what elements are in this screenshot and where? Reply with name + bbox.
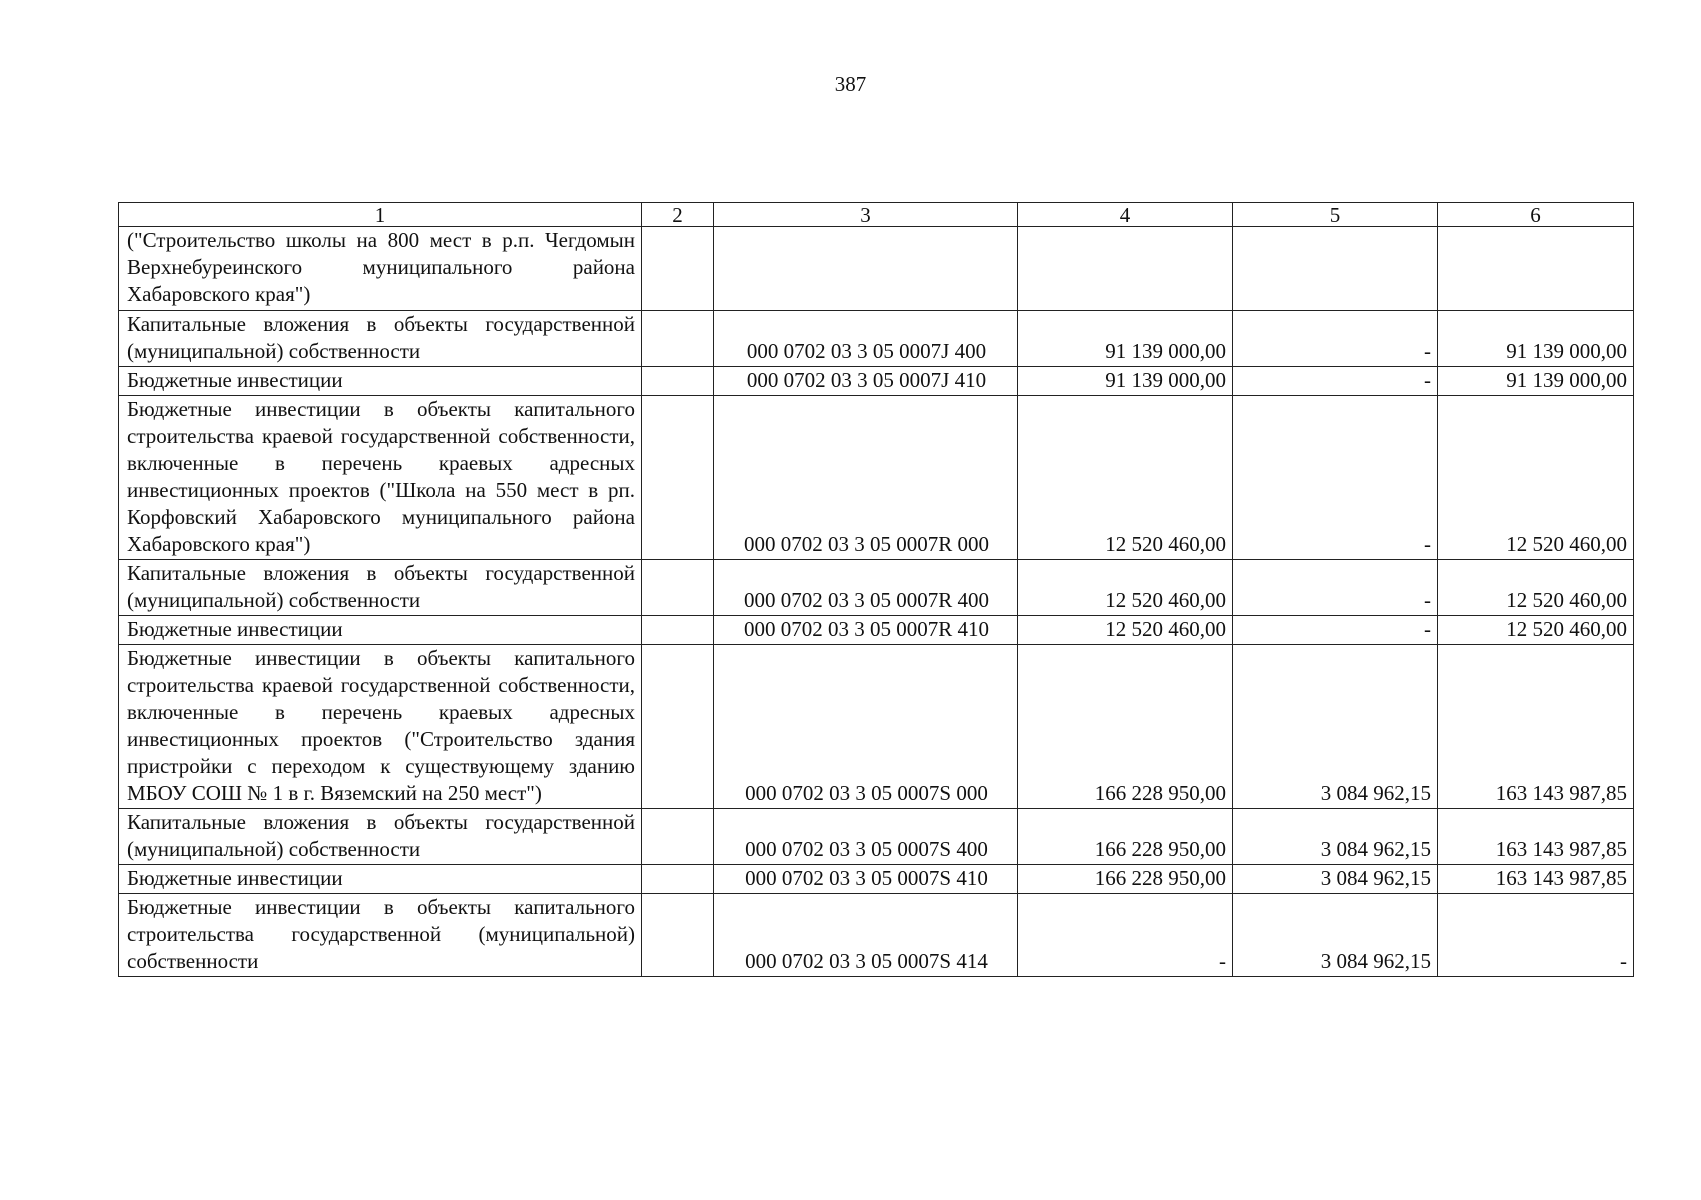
- table-row: [119, 560, 1634, 616]
- row-col2: [642, 367, 714, 396]
- row-code: 000 0702 03 3 05 0007R 410: [714, 616, 1018, 645]
- budget-table: [118, 202, 1634, 977]
- row-col6: 163 143 987,85: [1438, 809, 1634, 865]
- row-col2: [642, 311, 714, 367]
- row-col6: -: [1438, 894, 1634, 977]
- row-col5: [1233, 227, 1438, 311]
- header-col-5: 5: [1233, 203, 1438, 227]
- row-col5: 3 084 962,15: [1233, 645, 1438, 809]
- row-col6: 91 139 000,00: [1438, 367, 1634, 396]
- table-row: [119, 227, 1634, 311]
- row-code: 000 0702 03 3 05 0007J 400: [714, 311, 1018, 367]
- row-col6: [1438, 227, 1634, 311]
- row-col4: 166 228 950,00: [1018, 865, 1233, 894]
- row-code: 000 0702 03 3 05 0007R 400: [714, 560, 1018, 616]
- row-col4: 166 228 950,00: [1018, 645, 1233, 809]
- table-row: [119, 809, 1634, 865]
- row-col2: [642, 396, 714, 560]
- row-col6: 91 139 000,00: [1438, 311, 1634, 367]
- row-col2: [642, 227, 714, 311]
- row-col2: [642, 894, 714, 977]
- row-col6: 12 520 460,00: [1438, 616, 1634, 645]
- header-row: [119, 203, 1634, 227]
- table-row: [119, 645, 1634, 809]
- row-col2: [642, 809, 714, 865]
- row-name: ("Строительство школы на 800 мест в р.п. Чегдомын Верхнебуреинского муниципального района Хабаровского края"): [119, 227, 642, 311]
- row-col5: 3 084 962,15: [1233, 894, 1438, 977]
- row-col5: -: [1233, 396, 1438, 560]
- row-col4: [1018, 227, 1233, 311]
- row-name: Бюджетные инвестиции в объекты капитального строительства краевой государственной собственности, включенные в перечень краевых адресных инвестиционных проектов ("Строительство здания пристройки с переходом к существующему зданию МБОУ СОШ № 1 в г. Вяземский на 250 мест"): [119, 645, 642, 809]
- row-name: Бюджетные инвестиции в объекты капитального строительства государственной (муниципальной) собственности: [119, 894, 642, 977]
- header-col-1: 1: [119, 203, 642, 227]
- row-name: Бюджетные инвестиции в объекты капитального строительства краевой государственной собственности, включенные в перечень краевых адресных инвестиционных проектов ("Школа на 550 мест в рп. Корфовский Хабаровского муниципального района Хабаровского края"): [119, 396, 642, 560]
- table-row: [119, 616, 1634, 645]
- row-col5: -: [1233, 616, 1438, 645]
- row-code: 000 0702 03 3 05 0007S 400: [714, 809, 1018, 865]
- header-col-4: 4: [1018, 203, 1233, 227]
- row-col5: -: [1233, 560, 1438, 616]
- row-col4: 12 520 460,00: [1018, 560, 1233, 616]
- row-col2: [642, 560, 714, 616]
- row-name: Бюджетные инвестиции: [119, 865, 642, 894]
- row-code: [714, 227, 1018, 311]
- row-col6: 12 520 460,00: [1438, 560, 1634, 616]
- row-col6: 163 143 987,85: [1438, 865, 1634, 894]
- row-code: 000 0702 03 3 05 0007R 000: [714, 396, 1018, 560]
- row-code: 000 0702 03 3 05 0007S 414: [714, 894, 1018, 977]
- row-name: Капитальные вложения в объекты государственной (муниципальной) собственности: [119, 809, 642, 865]
- header-col-3: 3: [714, 203, 1018, 227]
- row-code: 000 0702 03 3 05 0007S 000: [714, 645, 1018, 809]
- row-name: Капитальные вложения в объекты государственной (муниципальной) собственности: [119, 311, 642, 367]
- row-col5: -: [1233, 311, 1438, 367]
- row-col2: [642, 865, 714, 894]
- row-col4: 12 520 460,00: [1018, 396, 1233, 560]
- row-name: Бюджетные инвестиции: [119, 367, 642, 396]
- row-col5: 3 084 962,15: [1233, 809, 1438, 865]
- row-col4: 12 520 460,00: [1018, 616, 1233, 645]
- row-col2: [642, 645, 714, 809]
- row-name: Бюджетные инвестиции: [119, 616, 642, 645]
- table-row: [119, 311, 1634, 367]
- header-col-2: 2: [642, 203, 714, 227]
- table-row: [119, 367, 1634, 396]
- row-col5: 3 084 962,15: [1233, 865, 1438, 894]
- table-row: [119, 396, 1634, 560]
- row-col4: 91 139 000,00: [1018, 311, 1233, 367]
- row-name: Капитальные вложения в объекты государственной (муниципальной) собственности: [119, 560, 642, 616]
- row-col6: 12 520 460,00: [1438, 396, 1634, 560]
- header-col-6: 6: [1438, 203, 1634, 227]
- row-col4: -: [1018, 894, 1233, 977]
- row-code: 000 0702 03 3 05 0007J 410: [714, 367, 1018, 396]
- page-number: 387: [834, 72, 867, 96]
- row-code: 000 0702 03 3 05 0007S 410: [714, 865, 1018, 894]
- table-row: [119, 865, 1634, 894]
- row-col4: 91 139 000,00: [1018, 367, 1233, 396]
- row-col5: -: [1233, 367, 1438, 396]
- row-col6: 163 143 987,85: [1438, 645, 1634, 809]
- row-col4: 166 228 950,00: [1018, 809, 1233, 865]
- row-col2: [642, 616, 714, 645]
- table-row: [119, 894, 1634, 977]
